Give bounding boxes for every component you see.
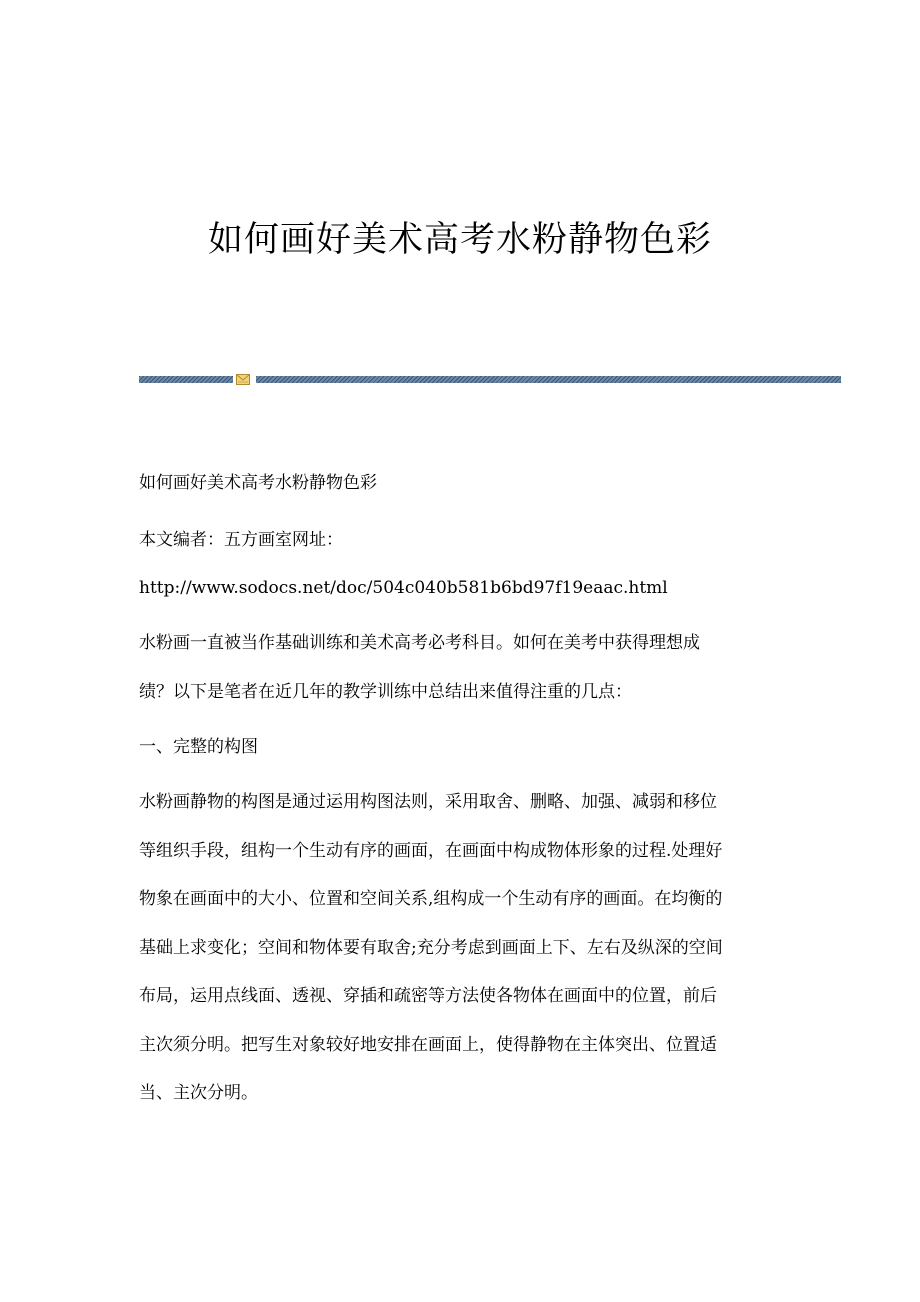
- intro-line: 绩？以下是笔者在近几年的教学训练中总结出来值得注重的几点：: [139, 681, 632, 702]
- document-title: 如何画好美术高考水粉静物色彩: [207, 220, 712, 260]
- author-line: 本文编者：五方画室网址：: [139, 530, 343, 550]
- title-divider: [139, 374, 841, 386]
- divider-bar-left: [139, 376, 233, 383]
- section-line: 主次须分明。把写生对象较好地安排在画面上，使得静物在主体突出、位置适: [139, 1034, 717, 1055]
- envelope-icon: [236, 374, 250, 385]
- intro-line: 水粉画一直被当作基础训练和美术高考必考科目。如何在美考中获得理想成: [139, 633, 700, 653]
- source-url[interactable]: http://www.sodocs.net/doc/504c040b581b6bd97f19eaac.html: [139, 578, 668, 598]
- section-line: 布局，运用点线面、透视、穿插和疏密等方法使各物体在画面中的位置，前后: [139, 986, 717, 1006]
- section-line: 当、主次分明。: [139, 1083, 258, 1103]
- divider-bar-right: [256, 376, 841, 383]
- section-line: 物象在画面中的大小、位置和空间关系,组构成一个生动有序的画面。在均衡的: [139, 889, 723, 909]
- section-line: 水粉画静物的构图是通过运用构图法则，采用取舍、删略、加强、减弱和移位: [139, 792, 717, 812]
- document-subtitle: 如何画好美术高考水粉静物色彩: [139, 473, 377, 493]
- intro-paragraph: [139, 619, 789, 716]
- section-line: 等组织手段，组构一个生动有序的画面，在画面中构成物体形象的过程.处理好: [139, 840, 723, 861]
- section-heading: 一、完整的构图: [139, 737, 258, 757]
- section-paragraph: [139, 778, 789, 1118]
- section-line: 基础上求变化；空间和物体要有取舍;充分考虑到画面上下、左右及纵深的空间: [139, 937, 723, 958]
